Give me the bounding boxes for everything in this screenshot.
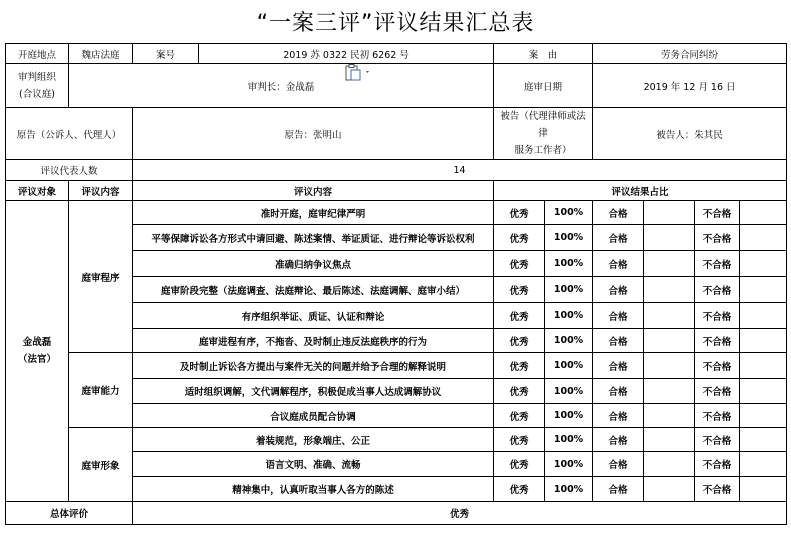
grade-fail[interactable]: 不合格 (695, 477, 740, 502)
grade-fail[interactable]: 不合格 (695, 277, 740, 303)
subject-role: （法官） (17, 354, 56, 365)
grade-pass-blank[interactable] (644, 428, 695, 452)
date-value[interactable]: 2019 年 12 月 16 日 (593, 64, 787, 108)
grade-excellent[interactable]: 优秀 (494, 477, 545, 502)
criterion-text: 精神集中，认真听取当事人各方的陈述 (133, 477, 494, 502)
grade-fail[interactable]: 不合格 (695, 428, 740, 452)
grade-pass[interactable]: 合格 (593, 303, 644, 329)
col-target: 评议对象 (6, 181, 69, 201)
criterion-text: 平等保障诉讼各方形式中请回避、陈述案情、举证质证、进行辩论等诉讼权利 (133, 225, 494, 251)
table-row (6, 201, 787, 225)
grade-pass-blank[interactable] (644, 303, 695, 329)
grade-excellent[interactable]: 优秀 (494, 251, 545, 277)
header-row-panel (6, 64, 787, 108)
reviewers-value[interactable]: 14 (133, 160, 787, 181)
grade-pass[interactable]: 合格 (593, 353, 644, 379)
grade-percent[interactable]: 100% (545, 201, 593, 225)
grade-fail[interactable]: 不合格 (695, 404, 740, 428)
grade-pass[interactable]: 合格 (593, 404, 644, 428)
criterion-text: 适时组织调解，文代调解程序，积极促成当事人达成调解协议 (133, 379, 494, 404)
document-title: “一案三评”评议结果汇总表 (256, 11, 535, 36)
grade-percent[interactable]: 100% (545, 452, 593, 477)
defendant-value[interactable]: 被告人：朱其民 (593, 108, 787, 160)
category-cell: 庭审形象 (69, 428, 133, 502)
grade-fail[interactable]: 不合格 (695, 251, 740, 277)
grade-fail-blank[interactable] (740, 329, 787, 353)
reviewers-label: 评议代表人数 (6, 160, 133, 181)
grade-excellent[interactable]: 优秀 (494, 303, 545, 329)
grade-fail-blank[interactable] (740, 452, 787, 477)
grade-pass-blank[interactable] (644, 379, 695, 404)
grade-fail[interactable]: 不合格 (695, 225, 740, 251)
grade-percent[interactable]: 100% (545, 251, 593, 277)
grade-pass[interactable]: 合格 (593, 225, 644, 251)
grade-fail[interactable]: 不合格 (695, 329, 740, 353)
grade-pass[interactable]: 合格 (593, 277, 644, 303)
grade-excellent[interactable]: 优秀 (494, 452, 545, 477)
overall-label: 总体评价 (6, 502, 133, 525)
grade-excellent[interactable]: 优秀 (494, 277, 545, 303)
header-row-parties (6, 108, 787, 160)
grade-fail[interactable]: 不合格 (695, 353, 740, 379)
grade-pass-blank[interactable] (644, 353, 695, 379)
criterion-text: 语言文明、准确、流畅 (133, 452, 494, 477)
grade-pass[interactable]: 合格 (593, 428, 644, 452)
cause-value[interactable]: 劳务合同纠纷 (593, 44, 787, 64)
grade-percent[interactable]: 100% (545, 404, 593, 428)
criterion-text: 及时制止诉讼各方提出与案件无关的问题并给予合理的解释说明 (133, 353, 494, 379)
grade-fail[interactable]: 不合格 (695, 303, 740, 329)
table-row (6, 353, 787, 379)
grade-fail-blank[interactable] (740, 201, 787, 225)
category-cell: 庭审程序 (69, 201, 133, 353)
grade-percent[interactable]: 100% (545, 477, 593, 502)
grade-pass-blank[interactable] (644, 452, 695, 477)
cause-label: 案 由 (494, 44, 593, 64)
grade-pass-blank[interactable] (644, 201, 695, 225)
plaintiff-label: 原告（公诉人、代理人） (6, 108, 133, 160)
table-row (6, 428, 787, 452)
grade-pass-blank[interactable] (644, 251, 695, 277)
grade-excellent[interactable]: 优秀 (494, 428, 545, 452)
grade-percent[interactable]: 100% (545, 379, 593, 404)
grade-excellent[interactable]: 优秀 (494, 353, 545, 379)
header-row-court (6, 44, 787, 64)
grade-fail-blank[interactable] (740, 404, 787, 428)
grade-fail-blank[interactable] (740, 251, 787, 277)
grade-pass[interactable]: 合格 (593, 477, 644, 502)
grade-pass-blank[interactable] (644, 477, 695, 502)
grade-excellent[interactable]: 优秀 (494, 379, 545, 404)
col-content: 评议内容 (133, 181, 494, 201)
grade-pass-blank[interactable] (644, 225, 695, 251)
grade-pass-blank[interactable] (644, 277, 695, 303)
grade-percent[interactable]: 100% (545, 428, 593, 452)
criterion-text: 合议庭成员配合协调 (133, 404, 494, 428)
col-result: 评议结果占比 (494, 181, 787, 201)
grade-fail-blank[interactable] (740, 225, 787, 251)
grade-fail-blank[interactable] (740, 428, 787, 452)
panel-value[interactable]: 审判长：金战磊 (69, 64, 494, 108)
defendant-label: 被告（代理律师或法律 服务工作者） (494, 108, 593, 160)
col-content-category: 评议内容 (69, 181, 133, 201)
category-cell: 庭审能力 (69, 353, 133, 428)
grade-excellent[interactable]: 优秀 (494, 201, 545, 225)
grade-percent[interactable]: 100% (545, 277, 593, 303)
grade-percent[interactable]: 100% (545, 353, 593, 379)
grade-pass[interactable]: 合格 (593, 452, 644, 477)
grade-pass[interactable]: 合格 (593, 251, 644, 277)
date-label: 庭审日期 (494, 64, 593, 108)
grade-pass[interactable]: 合格 (593, 201, 644, 225)
evaluation-table (5, 43, 787, 525)
grade-pass-blank[interactable] (644, 404, 695, 428)
grade-fail-blank[interactable] (740, 379, 787, 404)
overall-row (6, 502, 787, 525)
case-no-value[interactable]: 2019 苏 0322 民初 6262 号 (199, 44, 494, 64)
grade-fail-blank[interactable] (740, 477, 787, 502)
criterion-text: 准时开庭，庭审纪律严明 (133, 201, 494, 225)
grade-excellent[interactable]: 优秀 (494, 329, 545, 353)
panel-label: 审判组织 (合议庭) (6, 64, 69, 108)
grade-excellent[interactable]: 优秀 (494, 404, 545, 428)
criterion-text: 准确归纳争议焦点 (133, 251, 494, 277)
grade-fail[interactable]: 不合格 (695, 452, 740, 477)
court-label: 开庭地点 (6, 44, 69, 64)
column-header-row (6, 181, 787, 201)
grade-percent[interactable]: 100% (545, 303, 593, 329)
grade-fail-blank[interactable] (740, 303, 787, 329)
overall-value[interactable]: 优秀 (133, 502, 787, 525)
header-row-reviewers (6, 160, 787, 181)
grade-pass[interactable]: 合格 (593, 379, 644, 404)
grade-pass-blank[interactable] (644, 329, 695, 353)
grade-percent[interactable]: 100% (545, 329, 593, 353)
grade-fail-blank[interactable] (740, 353, 787, 379)
grade-fail-blank[interactable] (740, 277, 787, 303)
grade-percent[interactable]: 100% (545, 225, 593, 251)
grade-pass[interactable]: 合格 (593, 329, 644, 353)
clipboard-icon[interactable] (344, 64, 372, 82)
grade-fail[interactable]: 不合格 (695, 379, 740, 404)
criterion-text: 庭审阶段完整（法庭调查、法庭辩论、最后陈述、法庭调解、庭审小结） (133, 277, 494, 303)
subject-cell (6, 201, 69, 502)
grade-excellent[interactable]: 优秀 (494, 225, 545, 251)
criterion-text: 有序组织举证、质证、认证和辩论 (133, 303, 494, 329)
criterion-text: 庭审进程有序，不拖沓、及时制止违反法庭秩序的行为 (133, 329, 494, 353)
case-no-label: 案号 (133, 44, 199, 64)
grade-fail[interactable]: 不合格 (695, 201, 740, 225)
criterion-text: 着装规范，形象端庄、公正 (133, 428, 494, 452)
court-value[interactable]: 魏店法庭 (69, 44, 133, 64)
subject-name: 金战磊 (22, 337, 52, 348)
plaintiff-value[interactable]: 原告：张明山 (133, 108, 494, 160)
